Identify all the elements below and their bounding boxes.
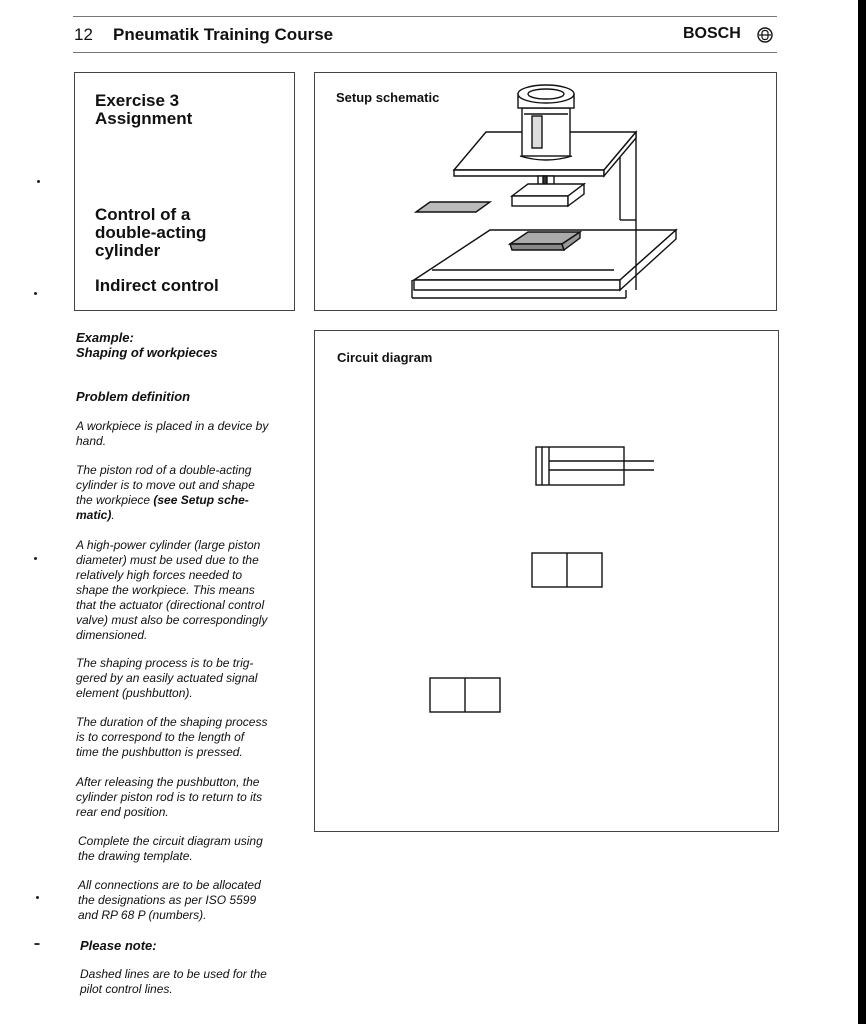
circuit-template-drawing <box>314 330 779 832</box>
scan-speck <box>34 943 40 945</box>
paragraph-trigger: The shaping process is to be trig- gered by an easily actuated signal element (pushbutton). <box>76 656 258 700</box>
paragraph-duration: The duration of the shaping process is to correspond to the length of time the pushbutton is pressed. <box>76 715 268 759</box>
scan-speck <box>36 896 39 899</box>
paragraph-designations: All connections are to be allocated the designations as per ISO 5599 and RP 68 P (numbers). <box>78 878 261 922</box>
header-bottom-rule <box>73 52 777 53</box>
assignment-label: Assignment <box>95 109 193 128</box>
example-heading: Example: Shaping of workpieces <box>76 330 218 360</box>
course-title: Pneumatik Training Course <box>113 25 334 44</box>
cylinder-symbol <box>536 447 654 485</box>
scan-speck <box>34 557 37 560</box>
setup-reference: (see Setup sche- matic) <box>76 493 249 522</box>
paragraph-piston-rod <box>76 463 298 523</box>
paragraph-complete-diagram: Complete the circuit diagram using the drawing template. <box>78 834 263 863</box>
exercise-title: Exercise 3 <box>95 91 180 110</box>
page-number: 12 <box>74 25 93 44</box>
paragraph-placement: A workpiece is placed in a device by hand. <box>76 419 269 448</box>
valve-symbol-template <box>532 553 602 587</box>
problem-definition-heading: Problem definition <box>76 389 191 404</box>
bosch-logo-icon <box>757 27 773 43</box>
brand-name: BOSCH <box>683 25 741 42</box>
header-top-rule <box>73 16 777 17</box>
paragraph-piston-rod-text: The piston rod of a double-acting cylinder is to move out and shape the workpiece <box>76 463 255 507</box>
paragraph-release: After releasing the pushbutton, the cylinder piston rod is to return to its rear end position. <box>76 775 263 819</box>
scan-border <box>858 0 866 1024</box>
paragraph-dashed-lines: Dashed lines are to be used for the pilot control lines. <box>80 967 267 996</box>
assignment-box <box>74 72 295 311</box>
pushbutton-valve-template <box>430 678 500 712</box>
scan-speck <box>37 180 40 183</box>
subject-title: Control of a double-acting cylinder <box>95 205 207 260</box>
please-note-heading: Please note: <box>80 938 157 953</box>
control-type: Indirect control <box>95 276 219 295</box>
paragraph-piston-rod-end: . <box>111 508 115 522</box>
scan-speck <box>34 292 37 295</box>
paragraph-high-power-cylinder: A high-power cylinder (large piston diameter) must be used due to the relatively high forces needed to shape the workpiece. This means that the actuator (directional control valve) must also be correspondingly dimensioned. <box>76 538 268 642</box>
setup-caption: Setup schematic <box>336 90 440 105</box>
circuit-caption: Circuit diagram <box>337 350 433 365</box>
press-schematic-illustration <box>314 72 777 311</box>
